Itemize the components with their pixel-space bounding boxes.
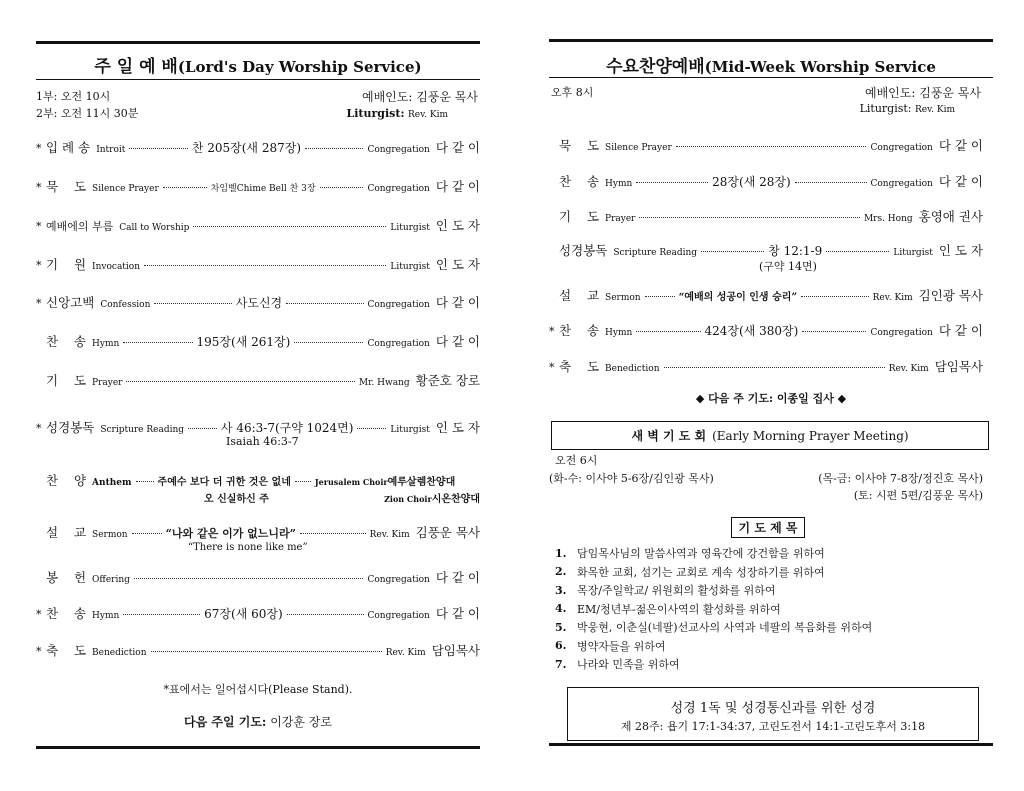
stand-mark: * <box>36 142 42 155</box>
leader-dots <box>676 146 867 147</box>
item-person: 다 같 이 <box>435 334 480 349</box>
item-detail: 67장(새 60장) <box>204 607 283 621</box>
leader-dots <box>286 303 363 304</box>
item-role: Rev. Kim <box>385 648 426 658</box>
dawn-title-english: (Early Morning Prayer Meeting) <box>712 428 909 443</box>
item-english: Scripture Reading <box>613 248 698 258</box>
list-item <box>555 637 872 656</box>
dawn-prayer-header <box>551 421 989 450</box>
item-role: Rev. Kim <box>369 530 410 540</box>
dawn-schedule-tue: (화-수: 이사야 5-6장/김인광 목사) <box>549 472 714 485</box>
item-name: 예배에의 부름 <box>46 220 114 233</box>
item-role: Congregation <box>870 179 933 189</box>
sermon-english: “There is none like me” <box>188 542 308 553</box>
page-title <box>36 52 480 77</box>
item-person: 인 도 자 <box>435 420 480 435</box>
item-name: 찬 송 <box>559 323 600 338</box>
item-name: 설 교 <box>559 288 600 303</box>
item-english: Benediction <box>605 364 660 374</box>
next-prayer <box>36 713 480 730</box>
list-item <box>555 563 872 582</box>
item-detail: 28장(새 28장) <box>712 175 791 189</box>
item-person: 김인광 목사 <box>918 288 983 303</box>
list-number: 7. <box>555 657 567 671</box>
item-role: Rev. Kim <box>888 364 929 374</box>
page-title <box>549 52 993 77</box>
item-person: 다 같 이 <box>938 138 983 153</box>
item-english: Call to Worship <box>119 223 190 233</box>
midweek-service-panel <box>549 0 993 791</box>
list-item <box>555 655 872 674</box>
leader-english <box>347 108 448 120</box>
bible-reading-week: 제 28주: 욥기 17:1-34:37, 고린도전서 14:1-고린도후서 3:18 <box>620 720 926 733</box>
item-name: 축 도 <box>559 359 600 374</box>
item-detail: 사 46:3-7(구약 1024면) <box>220 421 354 435</box>
item-detail: 주예수 보다 더 귀한 것은 없네 <box>157 477 291 488</box>
item-english: Hymn <box>92 611 120 621</box>
stand-note: *표에서는 일어섭시다(Please Stand). <box>163 683 353 696</box>
list-text: 박웅현, 이춘실(네팔)선교사의 사역과 네팔의 복음화를 위하여 <box>577 621 873 635</box>
item-name: 신앙고백 <box>46 295 95 310</box>
item-name: 찬 양 <box>46 473 87 488</box>
item-person: 담임목사 <box>934 359 983 374</box>
leader-dots <box>287 614 364 615</box>
order-item-silence <box>36 177 480 193</box>
leader-dots <box>802 331 866 332</box>
item-person: 김풍운 목사 <box>415 525 480 540</box>
order-item-hymn-2 <box>36 604 480 620</box>
item-role: Jerusalem Choir <box>314 477 388 487</box>
service-time: 오후 8시 <box>551 86 594 99</box>
order-item-prayer <box>36 371 480 387</box>
top-rule <box>549 39 993 42</box>
item-role: Rev. Kim <box>872 293 913 303</box>
item-detail: “나와 같은 이가 없느니라” <box>165 527 296 540</box>
item-name: 성경봉독 <box>46 420 95 435</box>
top-rule <box>36 41 480 44</box>
item-role: Congregation <box>367 184 430 194</box>
leader-dots <box>664 367 885 368</box>
leader-english <box>860 103 955 115</box>
order-item-offering <box>36 568 480 584</box>
leader-dots <box>144 265 386 266</box>
leader-label: Liturgist: <box>859 102 912 115</box>
item-english: Sermon <box>92 530 128 540</box>
leader-dots <box>636 182 708 183</box>
stand-mark: * <box>549 361 555 374</box>
item-role: Congregation <box>367 145 430 155</box>
list-number: 5. <box>555 620 567 634</box>
item-role: Congregation <box>367 611 430 621</box>
order-item-scripture <box>549 241 983 257</box>
item-person: 다 같 이 <box>435 179 480 194</box>
service-time-1: 1부: 오전 10시 <box>36 90 111 103</box>
title-rule <box>36 79 480 80</box>
list-number: 3. <box>555 583 567 597</box>
stand-mark: * <box>36 422 42 435</box>
prayer-topics-title <box>731 517 805 538</box>
item-name: 묵 도 <box>559 138 600 153</box>
leader-dots <box>645 296 675 297</box>
item-detail: 사도신경 <box>235 296 283 310</box>
leader-dots <box>132 533 162 534</box>
list-item <box>555 581 872 600</box>
item-person: 인 도 자 <box>938 243 983 258</box>
item-role: Liturgist <box>390 262 430 272</box>
leader-dots <box>163 187 207 188</box>
leader-dots <box>357 428 386 429</box>
list-text: 담임목사님의 말씀사역과 영육간에 강건함을 위하여 <box>577 547 825 561</box>
item-english: Prayer <box>605 214 636 224</box>
service-time-2: 2부: 오전 11시 30분 <box>36 107 139 120</box>
bible-reading-box <box>567 687 979 741</box>
leader-dots <box>193 226 386 227</box>
item-detail: 차임벨Chime Bell 찬 3장 <box>210 184 316 194</box>
item-name: 찬 송 <box>559 174 600 189</box>
order-item-hymn <box>36 332 480 348</box>
list-number: 1. <box>555 546 567 560</box>
leader-korean: 예배인도: 김풍운 목사 <box>864 86 981 100</box>
list-number: 4. <box>555 602 567 616</box>
dawn-schedule-thu: (목-금: 이사야 7-8장/정진호 목사) <box>818 472 983 485</box>
prayer-topics-label: 기 도 제 목 <box>738 521 798 535</box>
sunday-service-panel <box>36 0 480 791</box>
item-english: Benediction <box>92 648 147 658</box>
scripture-english: Isaiah 46:3-7 <box>226 435 299 448</box>
title-english: (Lord's Day Worship Service) <box>177 58 422 76</box>
list-text: 병약자들을 위하여 <box>577 639 666 653</box>
order-item-anthem <box>36 471 480 487</box>
leader-name: Rev. Kim <box>408 110 448 120</box>
leader-dots <box>826 251 889 252</box>
bottom-rule <box>549 743 993 746</box>
title-korean: 수요찬양예배 <box>606 57 705 77</box>
item-person: 황준호 장로 <box>415 373 480 388</box>
item-role: Liturgist <box>893 248 933 258</box>
item-role: Mr. Hwang <box>358 378 410 388</box>
dawn-time: 오전 6시 <box>555 454 598 467</box>
item-person: 담임목사 <box>431 643 480 658</box>
item-english: Anthem <box>92 478 132 488</box>
item-name: 봉 헌 <box>46 570 87 585</box>
order-item-anthem-2 <box>204 490 480 506</box>
item-english: Offering <box>92 575 130 585</box>
item-english: Hymn <box>92 339 120 349</box>
list-text: 나라와 민족을 위하여 <box>577 658 680 672</box>
item-english: Sermon <box>605 293 641 303</box>
item-english: Silence Prayer <box>605 143 672 153</box>
item-person: 홍영애 권사 <box>918 209 983 224</box>
leader-dots <box>136 481 154 482</box>
dawn-schedule-sat: (토: 시편 5편/김풍운 목사) <box>853 489 983 502</box>
leader-dots <box>134 578 364 579</box>
stand-mark: * <box>36 220 42 233</box>
list-text: 목장/주일학교/ 위원회의 활성화를 위하여 <box>577 584 776 598</box>
item-english: Silence Prayer <box>92 184 159 194</box>
leader-dots <box>295 481 311 482</box>
leader-dots <box>154 303 231 304</box>
leader-korean: 예배인도: 김풍운 목사 <box>361 90 478 104</box>
item-role: Congregation <box>870 328 933 338</box>
list-text: 화목한 교회, 섬기는 교회로 계속 성장하기를 위하여 <box>577 565 825 579</box>
order-item-scripture <box>36 418 480 434</box>
list-text: EM/청년부-젊은이사역의 활성화를 위하여 <box>577 602 781 616</box>
list-number: 2. <box>555 565 567 579</box>
item-person: 시온찬양대 <box>431 494 480 505</box>
item-name: 기 원 <box>46 257 87 272</box>
leader-dots <box>123 614 200 615</box>
leader-dots <box>126 381 354 382</box>
item-english: Confession <box>100 300 151 310</box>
stand-mark: * <box>36 297 42 310</box>
item-english: Invocation <box>92 262 141 272</box>
stand-mark: * <box>36 645 42 658</box>
item-english: Hymn <box>605 179 633 189</box>
item-name: 입 례 송 <box>46 140 91 155</box>
prayer-topics-list <box>555 544 872 674</box>
title-english: (Mid-Week Worship Service <box>704 58 936 76</box>
order-item-call <box>36 216 480 232</box>
leader-dots <box>636 331 700 332</box>
stand-mark: * <box>36 181 42 194</box>
leader-dots <box>151 651 382 652</box>
item-detail: 창 12:1-9 <box>768 244 823 258</box>
item-english: Introit <box>96 145 126 155</box>
leader-dots <box>320 187 364 188</box>
title-rule <box>549 77 993 78</box>
item-name: 성경봉독 <box>559 243 608 258</box>
item-role: Zion Choir <box>384 494 432 504</box>
order-item-hymn-2 <box>549 321 983 337</box>
order-item-confession <box>36 293 480 309</box>
item-english: Scripture Reading <box>100 425 185 435</box>
item-person: 인 도 자 <box>435 218 480 233</box>
order-item-benediction <box>36 641 480 657</box>
list-item <box>555 618 872 637</box>
item-person: 다 같 이 <box>435 570 480 585</box>
item-name: 기 도 <box>46 373 87 388</box>
item-role: Mrs. Hong <box>863 214 913 224</box>
leader-dots <box>701 251 764 252</box>
item-detail: 195장(새 261장) <box>196 335 291 349</box>
leader-dots <box>294 342 363 343</box>
bottom-rule <box>36 746 480 749</box>
item-person: 다 같 이 <box>435 295 481 310</box>
title-korean: 주 일 예 배 <box>94 57 178 77</box>
item-english: Prayer <box>92 378 123 388</box>
item-person: 다 같 이 <box>435 140 480 155</box>
item-person: 인 도 자 <box>435 257 480 272</box>
order-item-introit <box>36 138 480 154</box>
item-detail: 424장(새 380장) <box>704 324 799 338</box>
leader-dots <box>300 533 366 534</box>
item-detail: 오 신실하신 주 <box>204 494 269 505</box>
order-item-silence <box>549 136 983 152</box>
order-item-sermon <box>549 286 983 302</box>
next-prayer-name: 이강훈 장로 <box>270 715 332 729</box>
item-name: 기 도 <box>559 209 600 224</box>
leader-dots <box>123 342 192 343</box>
order-item-invocation <box>36 255 480 271</box>
item-role: Congregation <box>367 300 430 310</box>
order-item-benediction <box>549 357 983 373</box>
next-prayer: ◆ 다음 주 기도: 이종일 집사 ◆ <box>695 392 847 405</box>
item-role: Congregation <box>367 575 430 585</box>
leader-dots <box>801 296 869 297</box>
item-name: 찬 송 <box>46 606 87 621</box>
item-role: Liturgist <box>390 425 430 435</box>
stand-mark: * <box>36 259 42 272</box>
item-english: Hymn <box>605 328 633 338</box>
list-item <box>555 544 872 563</box>
order-item-prayer <box>549 207 983 223</box>
stand-mark: * <box>36 608 42 621</box>
leader-dots <box>305 148 363 149</box>
bible-reading-title: 성경 1독 및 성경통신과를 위한 성경 <box>670 701 876 716</box>
item-person: 다 같 이 <box>938 174 984 189</box>
order-item-hymn <box>549 172 983 188</box>
item-detail: “예배의 성공이 인생 승리” <box>678 292 798 303</box>
item-person: 예루살렘찬양대 <box>387 477 456 488</box>
item-role: Liturgist <box>390 223 430 233</box>
dawn-title-korean: 새 벽 기 도 회 <box>631 429 707 443</box>
list-item <box>555 600 872 619</box>
list-number: 6. <box>555 639 567 653</box>
leader-label: Liturgist: <box>346 107 405 120</box>
item-person: 다 같 이 <box>435 606 481 621</box>
scripture-page: (구약 14면) <box>759 260 817 273</box>
leader-dots <box>129 148 187 149</box>
order-item-sermon <box>36 523 480 539</box>
item-name: 설 교 <box>46 525 87 540</box>
item-person: 다 같 이 <box>938 323 983 338</box>
item-detail: 찬 205장(새 287장) <box>191 141 302 155</box>
item-name: 묵 도 <box>46 179 87 194</box>
leader-dots <box>639 217 859 218</box>
stand-mark: * <box>549 325 555 338</box>
leader-name: Rev. Kim <box>915 105 955 115</box>
next-prayer-label: 다음 주일 기도: <box>184 715 267 729</box>
leader-dots <box>795 182 867 183</box>
item-role: Congregation <box>367 339 430 349</box>
item-role: Congregation <box>870 143 933 153</box>
item-name: 찬 송 <box>46 334 87 349</box>
item-name: 축 도 <box>46 643 87 658</box>
leader-dots <box>188 428 217 429</box>
